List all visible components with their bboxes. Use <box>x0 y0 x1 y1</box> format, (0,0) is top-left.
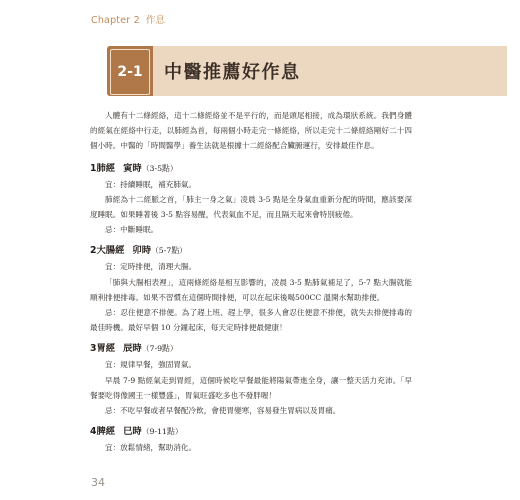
heading-hour: 辰時 <box>123 343 142 355</box>
section-heading <box>90 341 412 357</box>
section-paragraph: 肺經為十二經脈之首，「肺主一身之氣」凌晨 3-5 點是全身氣血重新分配的時間，應該要深度睡眠。如果睡著後 3-5 點容易醒，代表氣血不足，而且隔天起來會特別疲倦。 <box>90 194 412 220</box>
heading-number: 4 <box>90 426 97 438</box>
page-number: 34 <box>91 476 105 489</box>
heading-hour: 寅時 <box>123 162 142 174</box>
chapter-label: Chapter 2 <box>91 15 140 26</box>
page-title: 中醫推薦好作息 <box>164 62 301 83</box>
heading-number: 3 <box>90 343 97 355</box>
section-paragraph: 宜：放鬆情緒，幫助消化。 <box>105 443 197 453</box>
section-heading <box>90 243 412 259</box>
heading-organ: 大腸經 <box>96 245 125 257</box>
body-text <box>90 108 412 455</box>
section-paragraph: 宜：持續睡眠，補充肺氣。 <box>105 179 197 189</box>
intro-paragraph: 人體有十二條經絡，這十二條經絡並不是平行的，而是頭尾相接，成為環狀系統。我們身體的經氣在經絡中行走，以肺經為首，每兩個小時走完一條經絡，所以走完十二條經絡剛好二十四個小時。中醫的「時間醫學」養生法就是根據十二經絡配合臟腑運行，安排最佳作息。 <box>90 111 412 151</box>
section-paragraph: 忌：不吃早餐或者早餐配冷飲，會使胃變寒，容易發生胃病以及胃痛。 <box>105 406 341 416</box>
chapter-section: 作息 <box>145 15 166 26</box>
section-paragraph: 早晨 7-9 點經氣走到胃經，這個時候吃早餐最能將陽氣帶進全身，讓一整天活力充沛。「早餐要吃得像國王一樣豐盛」，胃氣旺盛吃多也不發胖喔！ <box>90 375 412 400</box>
heading-hour: 卯時 <box>132 245 151 257</box>
heading-hour: 巳時 <box>123 426 142 438</box>
heading-time: （3-5點） <box>141 163 178 173</box>
heading-organ: 胃經 <box>96 343 116 355</box>
section-number: 2-1 <box>117 64 143 80</box>
section-paragraph: 「肺與大腸相表裡」，這兩條經絡是相互影響的，凌晨 3-5 點肺氣補足了，5-7 點大腸就能順利排便排毒。如果不習慣在這個時間排便，可以在起床後喝500CC 溫開水幫助排便。 <box>90 277 412 302</box>
heading-time: （9-11點） <box>141 427 183 437</box>
heading-organ: 肺經 <box>96 162 116 174</box>
section-paragraph: 宜：定時排便，清理大腸。 <box>105 262 197 272</box>
heading-time: （5-7點） <box>151 246 187 256</box>
section-paragraph: 忌：中斷睡眠。 <box>105 225 159 235</box>
heading-organ: 脾經 <box>96 426 116 438</box>
section-heading <box>90 424 412 440</box>
running-head <box>91 12 165 26</box>
section-heading <box>90 161 412 177</box>
section-paragraph: 宜：規律早餐，強固胃氣。 <box>105 360 197 370</box>
section-paragraph: 忌：忍住便意不排便。為了趕上班、趕上學，很多人會忍住便意不排便，就失去排便排毒的最佳時機。最好早個 10 分鐘起床，每天定時排便最健康！ <box>90 308 412 333</box>
title-badge-frame <box>110 49 150 95</box>
heading-number: 2 <box>90 245 97 257</box>
heading-time: （7-9點） <box>141 344 178 354</box>
heading-number: 1 <box>90 162 97 174</box>
